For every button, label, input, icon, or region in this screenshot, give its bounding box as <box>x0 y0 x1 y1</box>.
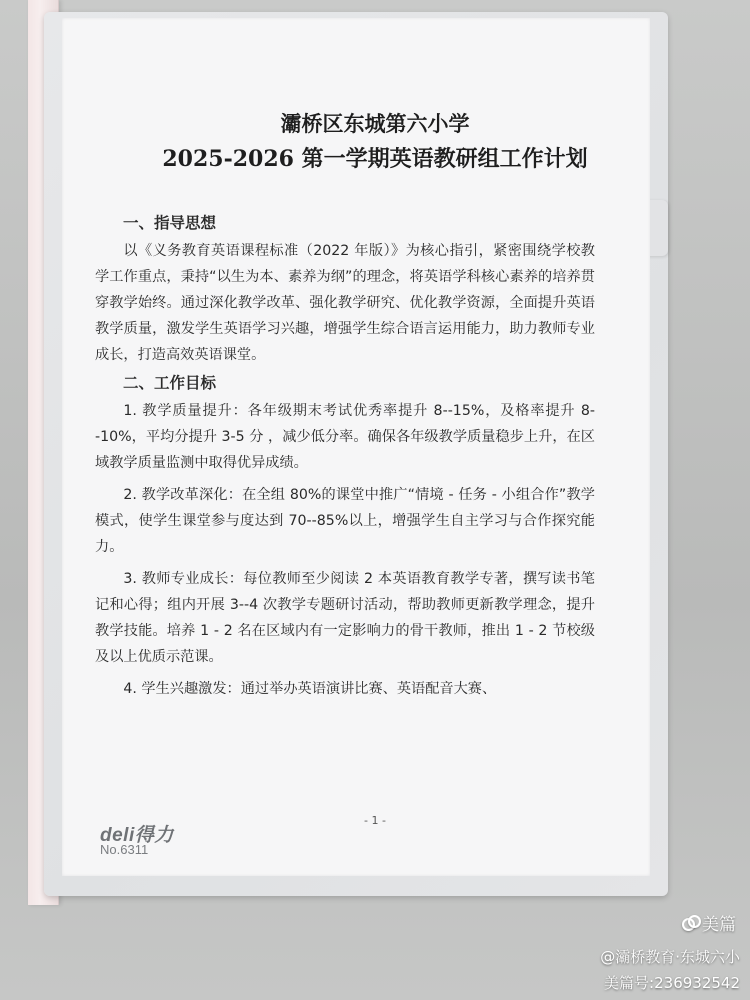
document-body <box>95 208 595 702</box>
folder-model-number: No.6311 <box>100 842 149 857</box>
goal-item: 4. 学生兴趣激发：通过举办英语演讲比赛、英语配音大赛、 <box>123 681 497 697</box>
watermark-id: 美篇号:236932542 <box>604 974 740 992</box>
watermark-author: @灞桥教育·东城六小 <box>600 948 740 966</box>
section-heading-work-goals: 二、工作目标 <box>123 374 217 392</box>
meipian-logo-icon <box>682 915 698 931</box>
goal-item: 2. 教学改革深化：在全组 80%的课堂中推广“情境 - 任务 - 小组合作”教学模式，使学生课堂参与度达到 70--85%以上，增强学生自主学习与合作探究能力。 <box>95 487 595 555</box>
watermark-brand-label: 美篇 <box>702 915 736 935</box>
watermark-brand <box>682 910 736 935</box>
goal-item: 3. 教师专业成长：每位教师至少阅读 2 本英语教育教学专著，撰写读书笔记和心得；组内开展 3--4 次教学专题研讨活动，帮助教师更新教学理念，提升教学技能。培养 1 - 2 名在区域内有一定影响力的骨干教师，推出 1 - 2 节校级及以上优质示范课。 <box>95 571 595 665</box>
goal-item: 1. 教学质量提升：各年级期末考试优秀率提升 8--15%，及格率提升 8--10%，平均分提升 3-5 分 ，减少低分率。确保各年级教学质量稳步上升，在区域教学质量监测中取得优异成绩。 <box>95 403 595 471</box>
section-heading-guiding-ideology: 一、指导思想 <box>123 214 217 232</box>
document-title-school: 灞桥区东城第六小学 <box>280 111 470 136</box>
section-paragraph-guiding-ideology: 以《义务教育英语课程标准（2022 年版）》为核心指引，紧密围绕学校教学工作重点，秉持“以生为本、素养为纲”的理念，将英语学科核心素养的培养贯穿教学始终。通过深化教学改革、强化教学研究、优化教学资源，全面提升英语教学质量，激发学生英语学习兴趣，增强学生综合语言运用能力，助力教师专业成长，打造高效英语课堂。 <box>95 243 595 363</box>
page-number: - 1 - <box>364 814 386 827</box>
folder-brand-logo: deli得力 <box>100 825 174 846</box>
document-title-plan: 2025-2026 第一学期英语教研组工作计划 <box>162 146 588 172</box>
